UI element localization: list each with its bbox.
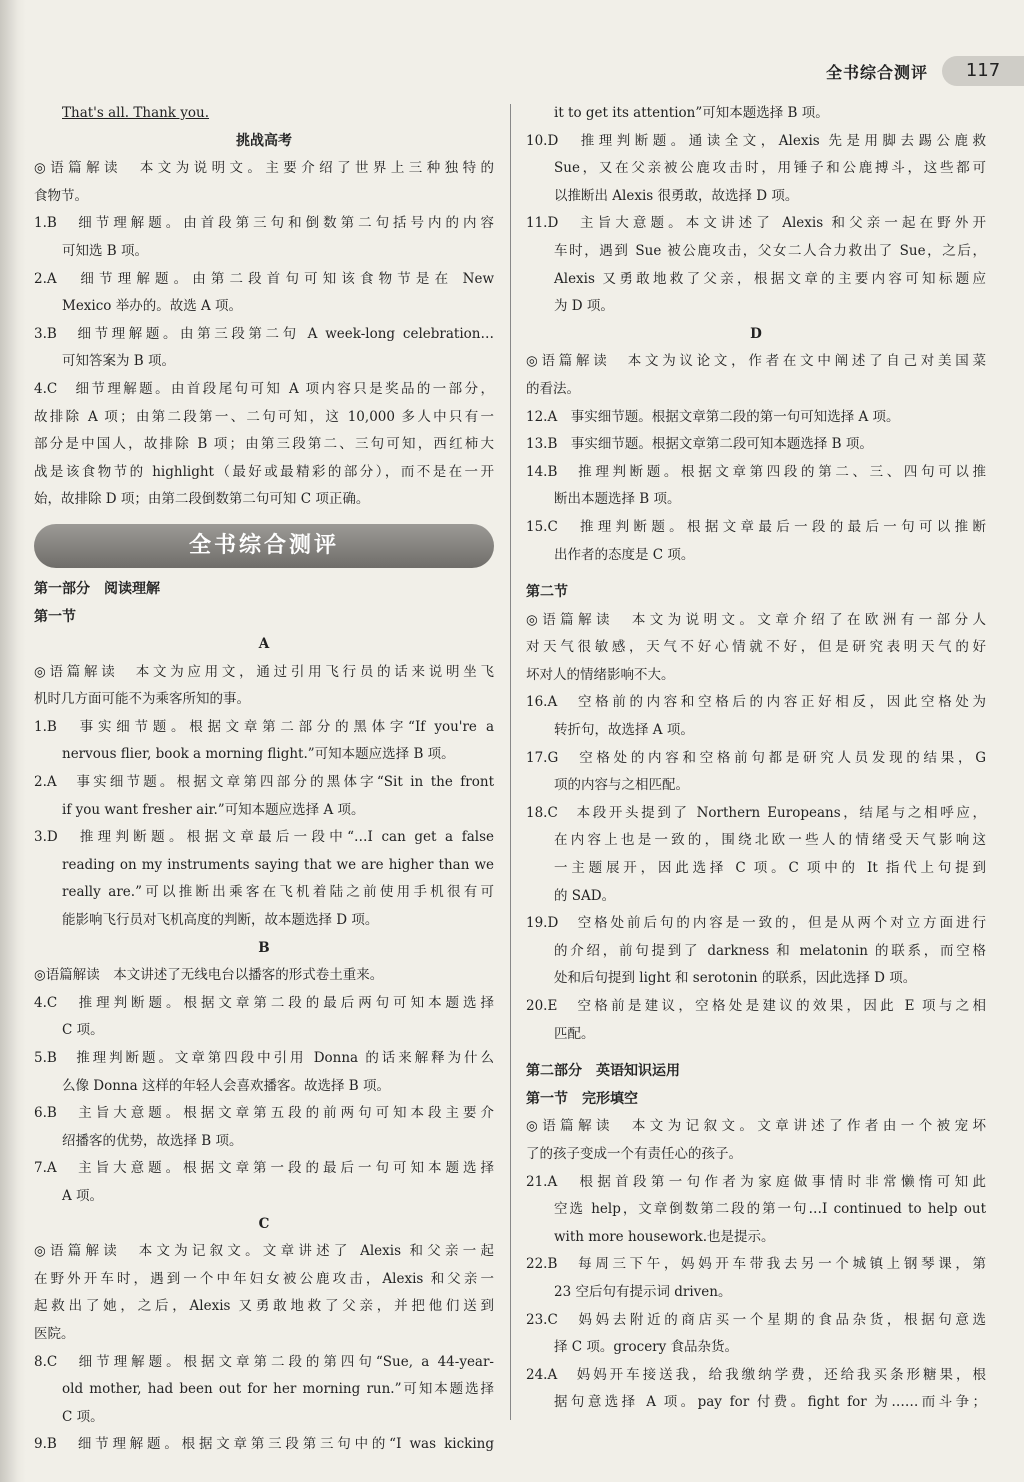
text-line: C [258,1215,270,1232]
text-line: 10.D 推理判断题。通读全文，Alexis 先是用脚去踢公鹿救 [526,132,986,149]
left-column [34,100,494,1459]
text-line: 2.A 细节理解题。由第二段首句可知该食物节是在 New [34,270,494,287]
text-line: 战是该食物节的 highlight（最好或最精彩的部分），而不是在一开 [34,463,494,480]
text-line: 第一节 [34,608,76,625]
spacer [526,569,986,579]
page-header [824,56,1024,88]
text-line: 14.B 推理判断题。根据文章第四段的第二、三、四句可以推 [526,463,986,480]
page-number-tab [942,56,1024,86]
text-line: 11.D 主旨大意题。本文讲述了 Alexis 和父亲一起在野外开 [526,215,986,232]
text-line: 13.B 事实细节题。根据文章第二段可知本题选择 B 项。 [526,436,873,453]
text-line: That's all. Thank you. [62,105,210,121]
text-line: 24.A 妈妈开车接送我，给我缴纳学费，还给我买条形糖果，根 [526,1366,986,1383]
text-line: it to get its attention”可知本题选择 B 项。 [554,105,829,121]
text-line: 23.C 妈妈去附近的商店买一个星期的食品杂货，根据句意选 [526,1311,986,1328]
text-line: 18.C 本段开头提到了 Northern Europeans，结尾与之相呼应， [526,804,986,821]
text-line: ◎语篇解读 本文为记叙文。文章讲述了 Alexis 和父亲一起 [34,1243,494,1260]
text-line: 的介绍，前句提到了 darkness 和 melatonin 的联系，而空格 [554,942,986,959]
text-line: 始，故排除 D 项；由第二段倒数第二句可知 C 项正确。 [34,491,370,508]
text-line: 断出本题选择 B 项。 [554,491,681,508]
text-line: B [258,939,270,956]
spacer [526,1048,986,1058]
section-title: 全书综合测评 [825,63,928,82]
text-line: 部分是中国人，故排除 B 项；由第三段第二、三句可知，西红柿大 [34,436,494,453]
text-line: 的看法。 [526,380,580,397]
text-line: D [750,325,762,342]
text-line: 12.A 事实细节题。根据文章第二段的第一句可知选择 A 项。 [526,408,900,425]
text-line: 坏对人的情绪影响不大。 [526,666,675,683]
text-line: 医院。 [34,1325,75,1342]
text-line: 空选 help，文章倒数第二段的第一句…I continued to help out [554,1201,986,1218]
text-line: C 项。 [62,1022,104,1039]
text-line: 9.B 细节理解题。根据文章第三段第三句中的“I was kicking [34,1436,494,1453]
text-line: 第二节 [526,584,568,601]
right-column [526,100,986,1417]
text-line: 对天气很敏感，天气不好心情就不好，但是研究表明天气的好 [526,639,986,656]
text-line: C 项。 [62,1408,104,1425]
text-line: 第一部分 阅读理解 [34,580,160,597]
text-line: 匹配。 [554,1025,595,1042]
text-line: 能影响飞行员对飞机高度的判断，故本题选择 D 项。 [62,912,379,929]
text-line: 2.A 事实细节题。根据文章第四部分的黑体字“Sit in the front [34,774,494,791]
text-line: 15.C 推理判断题。根据文章最后一段的最后一句可以推断 [526,518,986,535]
text-line: ◎语篇解读 本文为记叙文。文章讲述了作者由一个被宠坏 [526,1118,986,1135]
text-line: 处和后句提到 light 和 serotonin 的联系，因此选择 D 项。 [554,970,917,987]
text-line: 3.D 推理判断题。根据文章最后一段中“…I can get a false [34,829,494,846]
text-line: ◎语篇解读 本文为说明文。文章介绍了在欧洲有一部分人 [526,611,986,628]
text-line: 出作者的态度是 C 项。 [554,546,695,563]
text-line: 3.B 细节理解题。由第三段第二句 A week-long celebration… [34,325,494,342]
text-line: 1.B 事实细节题。根据文章第二部分的黑体字“If you're a [34,718,494,735]
text-line: A 项。 [62,1187,104,1204]
text-line: 绍播客的优势，故选择 B 项。 [62,1132,243,1149]
text-line: 6.B 主旨大意题。根据文章第五段的前两句可知本段主要介 [34,1105,494,1122]
text-line: reading on my instruments saying that we are higher than we [62,856,494,873]
text-line: 22.B 每周三下午，妈妈开车带我去另一个城镇上钢琴课，第 [526,1256,986,1273]
text-line: 么像 Donna 这样的年轻人会喜欢播客。故选择 B 项。 [62,1077,390,1094]
text-line: ◎语篇解读 本文为应用文，通过引用飞行员的话来说明坐飞 [34,663,494,680]
text-line: really are.”可以推断出乘客在飞机着陆之前使用手机很有可 [62,884,494,901]
text-line: 16.A 空格前的内容和空格后的内容正好相反，因此空格处为 [526,694,986,711]
text-line: Sue，又在父亲被公鹿攻击时，用锤子和公鹿搏斗，这些都可 [554,160,986,177]
text-line: 可知选 B 项。 [62,242,149,259]
text-line: 17.G 空格处的内容和空格前句都是研究人员发现的结果，G [526,749,986,766]
text-line: 食物节。 [34,187,88,204]
text-line: 为 D 项。 [554,298,614,315]
text-line: 5.B 推理判断题。文章第四段中引用 Donna 的话来解释为什么 [34,1050,494,1066]
text-line: 可知答案为 B 项。 [62,353,176,370]
text-line: 20.E 空格前是建议，空格处是建议的效果，因此 E 项与之相 [526,998,986,1014]
text-line: 项的内容与之相匹配。 [554,777,689,794]
text-line: ◎语篇解读 本文为说明文。主要介绍了世界上三种独特的 [34,160,494,177]
column-divider [510,104,511,1420]
text-line: 在内容上也是一致的，围绕北欧一些人的情绪受天气影响这 [554,832,986,849]
text-line: 一主题展开，因此选择 C 项。C 项中的 It 指代上句提到 [554,860,986,877]
text-line: old mother, had been out for her morning run.”可知本题选择 [62,1381,494,1398]
text-line: 第一节 完形填空 [526,1090,638,1107]
text-line: Alexis 又勇敢地救了父亲，根据文章的主要内容可知标题应 [554,270,986,287]
text-line: A [258,636,270,653]
text-line: 21.A 根据首段第一句作者为家庭做事情时非常懒惰可知此 [526,1173,986,1190]
text-line: 机时几方面可能不为乘客所知的事。 [34,691,250,708]
text-line: 第二部分 英语知识运用 [526,1063,680,1080]
text-line: 故排除 A 项；由第二段第一、二句可知，这 10,000 多人中只有一 [34,408,494,425]
text-line: Mexico 举办的。故选 A 项。 [62,298,243,315]
text-line: if you want fresher air.”可知本题应选择 A 项。 [62,801,365,818]
text-line: 19.D 空格处前后句的内容是一致的，但是从两个对立方面进行 [526,915,986,932]
text-line: nervous flier, book a morning flight.”可知本题应选择 B 项。 [62,746,455,763]
text-line: 择 C 项。grocery 食品杂货。 [554,1339,739,1356]
text-line: 4.C 推理判断题。根据文章第二段的最后两句可知本题选择 [34,994,494,1011]
text-line: 以推断出 Alexis 很勇敢，故选择 D 项。 [554,187,799,204]
text-line: 的 SAD。 [554,887,616,904]
text-line: 1.B 细节理解题。由首段第三句和倒数第二句括号内的内容 [34,215,494,232]
section-banner: 全书综合测评 [34,524,494,568]
text-line: ◎语篇解读 本文为议论文，作者在文中阐述了自己对美国菜 [526,353,986,370]
page-number: 117 [965,60,1001,81]
text-line: 起救出了她，之后，Alexis 又勇敢地救了父亲，并把他们送到 [34,1298,494,1315]
text-line: with more housework.也是提示。 [554,1228,775,1245]
text-line: 在野外开车时，遇到一个中年妇女被公鹿攻击，Alexis 和父亲一 [34,1270,494,1287]
text-line: 转折句，故选择 A 项。 [554,722,694,739]
text-line: 8.C 细节理解题。根据文章第二段的第四句“Sue, a 44-year- [34,1353,494,1370]
text-line: 23 空后句有提示词 driven。 [554,1283,732,1300]
text-line: 挑战高考 [236,132,292,149]
text-line: ◎语篇解读 本文讲述了无线电台以播客的形式卷土重来。 [34,967,384,984]
text-line: 据句意选择 A 项。pay for 付费。fight for 为……而斗争； [554,1394,986,1411]
text-line: 车时，遇到 Sue 被公鹿攻击，父女二人合力救出了 Sue，之后， [554,242,986,259]
binding-shadow [0,0,26,1482]
text-line: 4.C 细节理解题。由首段尾句可知 A 项内容只是奖品的一部分， [34,380,494,397]
text-line: 了的孩子变成一个有责任心的孩子。 [526,1145,742,1162]
text-line: 7.A 主旨大意题。根据文章第一段的最后一句可知本题选择 [34,1160,494,1177]
